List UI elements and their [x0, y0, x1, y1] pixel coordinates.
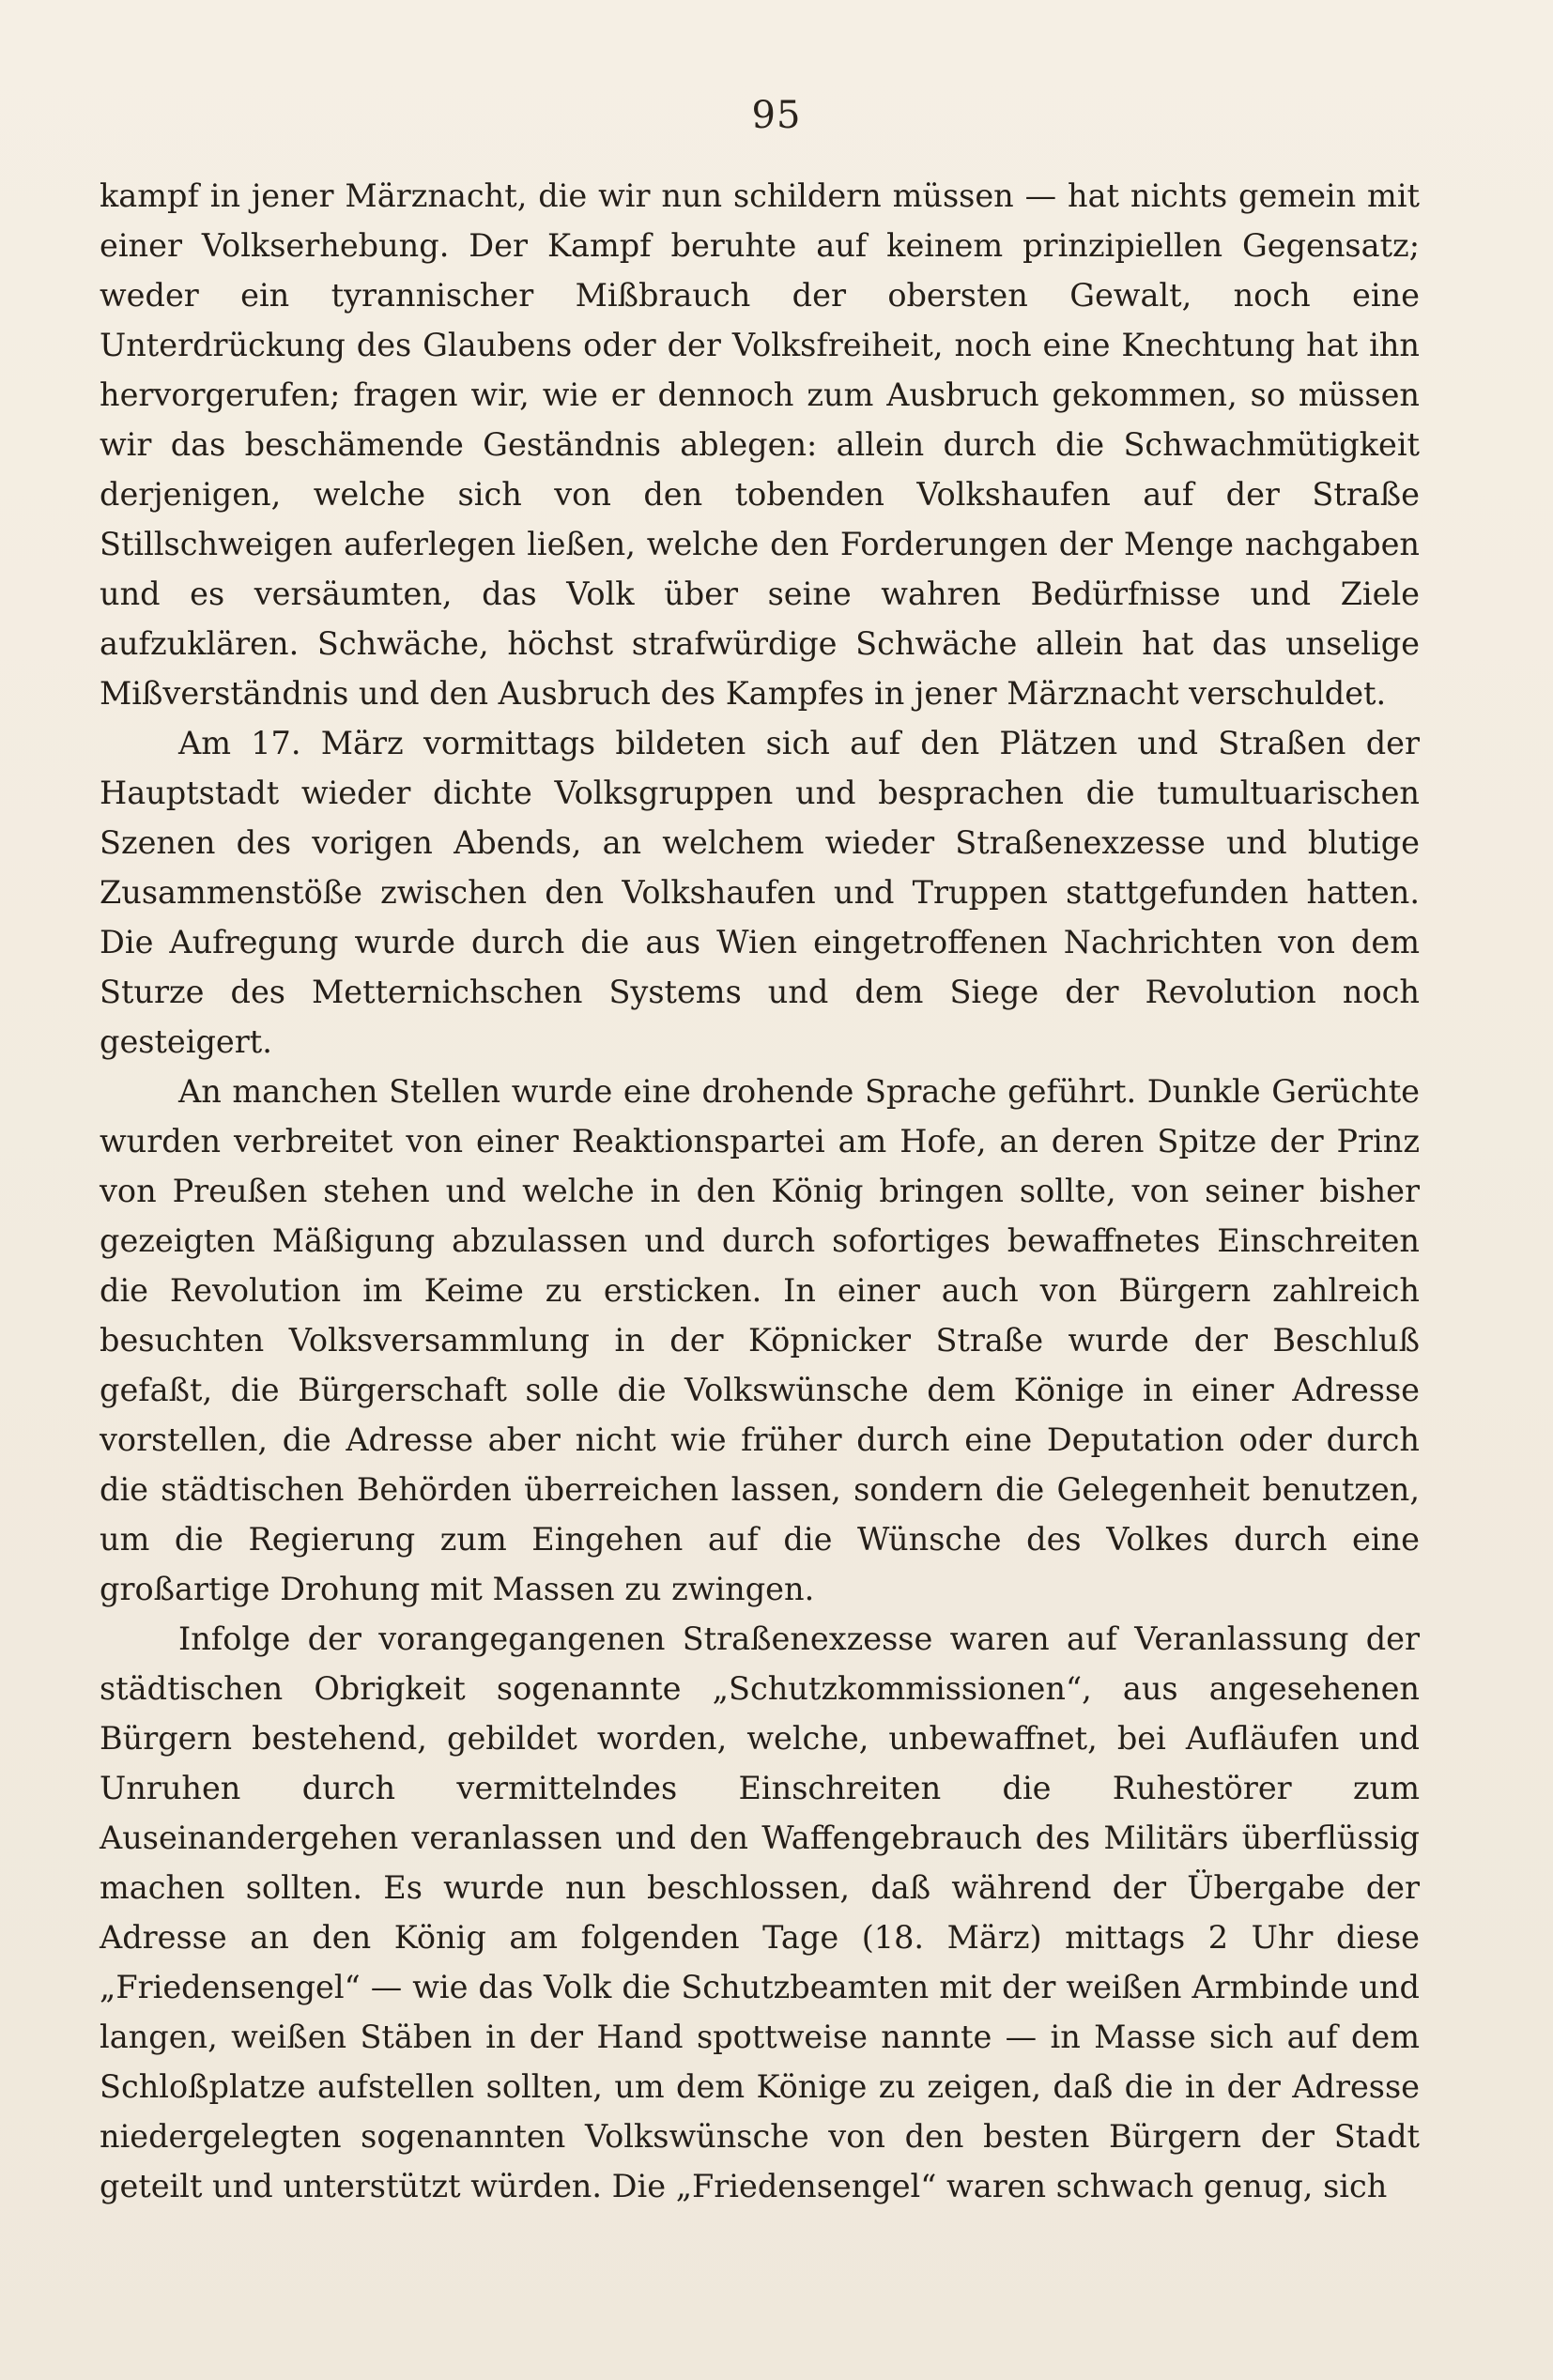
paragraph-1: kampf in jener Märznacht, die wir nun schildern müssen — hat nichts gemein mit einer Volkserhebung. Der Kampf beruhte auf keinem prinzipiellen Gegensatz; weder ein tyrannischer Mißbrauch der obersten Gewalt, noch eine Unterdrückung des Glaubens oder der Volksfreiheit, noch eine Knechtung hat ihn hervorgerufen; fragen wir, wie er dennoch zum Ausbruch gekommen, so müssen wir das beschämende Geständnis ablegen: allein durch die Schwachmütigkeit derjenigen, welche sich von den tobenden Volkshaufen auf der Straße Stillschweigen auferlegen ließen, welche den Forderungen der Menge nachgaben und es versäumten, das Volk über seine wahren Bedürfnisse und Ziele aufzuklären. Schwäche, höchst strafwürdige Schwäche allein hat das unselige Mißverständnis und den Ausbruch des Kampfes in jener Märznacht verschuldet. — [100, 177, 1420, 712]
paragraph-2: Am 17. März vormittags bildeten sich auf den Plätzen und Straßen der Hauptstadt wieder dichte Volksgruppen und besprachen die tumultuarischen Szenen des vorigen Abends, an welchem wieder Straßenexzesse und blutige Zusammenstöße zwischen den Volkshaufen und Truppen stattgefunden hatten. Die Aufregung wurde durch die aus Wien eingetroffenen Nachrichten von dem Sturze des Metternichschen Systems und dem Siege der Revolution noch gesteigert. — [100, 725, 1420, 1060]
paragraph-3: An manchen Stellen wurde eine drohende Sprache geführt. Dunkle Gerüchte wurden verbreitet von einer Reaktionspartei am Hofe, an deren Spitze der Prinz von Preußen stehen und welche in den König bringen sollte, von seiner bisher gezeigten Mäßigung abzulassen und durch sofortiges bewaffnetes Einschreiten die Revolution im Keime zu ersticken. In einer auch von Bürgern zahlreich besuchten Volksversammlung in der Köpnicker Straße wurde der Beschluß gefaßt, die Bürgerschaft solle die Volkswünsche dem Könige in einer Adresse vorstellen, die Adresse aber nicht wie früher durch eine Deputation oder durch die städtischen Behörden überreichen lassen, sondern die Gelegenheit benutzen, um die Regierung zum Eingehen auf die Wünsche des Volkes durch eine großartige Drohung mit Massen zu zwingen. — [100, 1073, 1420, 1607]
paragraph-4: Infolge der vorangegangenen Straßenexzesse waren auf Veranlassung der städtischen Obrigkeit sogenannte „Schutzkommissionen“, aus angesehenen Bürgern bestehend, gebildet worden, welche, unbewaffnet, bei Aufläufen und Unruhen durch vermittelndes Einschreiten die Ruhestörer zum Auseinandergehen veranlassen und den Waffengebrauch des Militärs überflüssig machen sollten. Es wurde nun beschlossen, daß während der Übergabe der Adresse an den König am folgenden Tage (18. März) mittags 2 Uhr diese „Friedensengel“ — wie das Volk die Schutzbeamten mit der weißen Armbinde und langen, weißen Stäben in der Hand spottweise nannte — in Masse sich auf dem Schloßplatze aufstellen sollten, um dem Könige zu zeigen, daß die in der Adresse niedergelegten sogenannten Volkswünsche von den besten Bürgern der Stadt geteilt und unterstützt würden. Die „Friedensengel“ waren schwach genug, sich — [100, 1620, 1420, 2204]
page-number: 95 — [751, 94, 802, 137]
body-text — [100, 171, 1420, 2211]
